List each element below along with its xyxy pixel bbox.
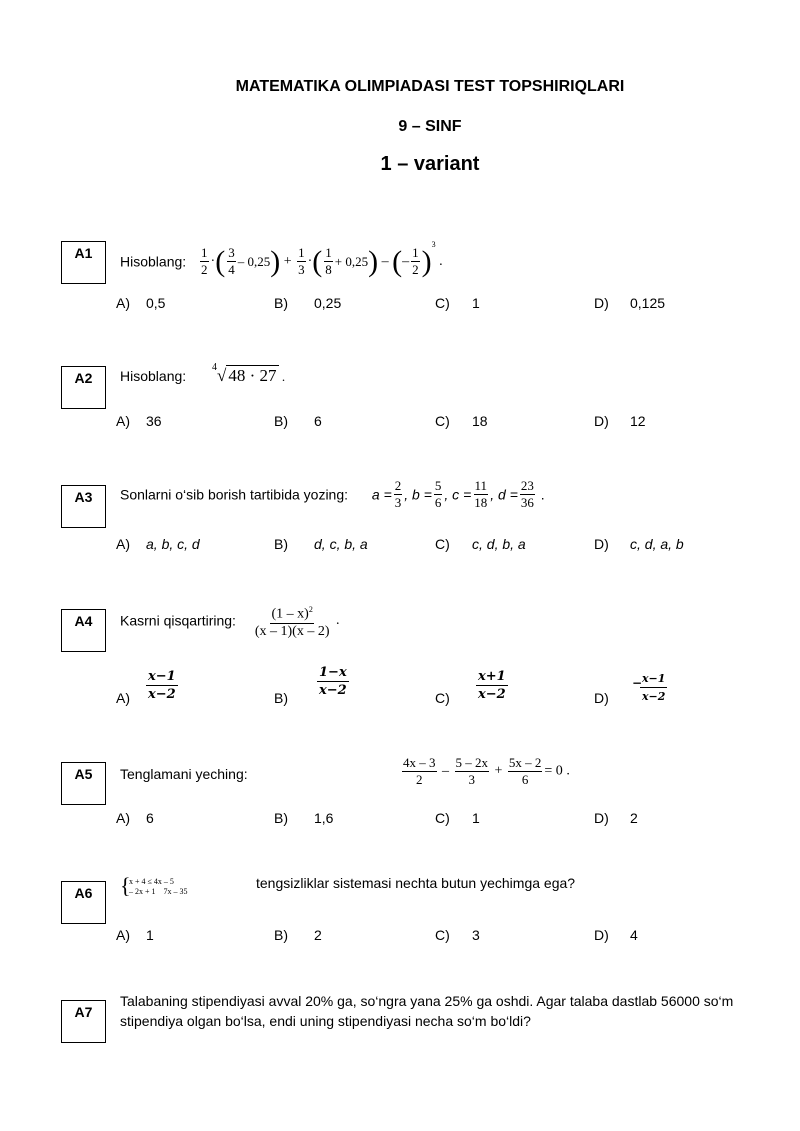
option-d: 2	[630, 810, 638, 826]
variant-label: 1 – variant	[380, 153, 480, 175]
question-a6-text: tengsizliklar sistemasi nechta butun yechimga ega?	[256, 875, 576, 891]
option-letter: A)	[116, 536, 130, 552]
rational-expression: $\frac{(1 - x)^2}{(x - 1)(x - 2)}$ .	[252, 613, 340, 628]
option-b: d, c, b, a	[314, 536, 368, 552]
option-letter: D)	[594, 690, 609, 706]
question-a5-prompt: Tenglamani yeching:	[120, 766, 248, 782]
option-d: 0,125	[630, 295, 666, 311]
option-b: 2	[314, 927, 322, 943]
question-number-box: A1	[61, 241, 106, 284]
option-letter: B)	[274, 810, 288, 826]
option-d: x−1 x−2	[642, 672, 666, 703]
option-letter: A)	[116, 810, 130, 826]
grade-label: 9 – SINF	[398, 118, 462, 135]
option-b: 1−x x−2	[319, 665, 347, 698]
question-a1-text	[120, 240, 443, 278]
option-b: 1,6	[314, 810, 334, 826]
question-prompt: Sonlarni o‘sib borish tartibida yozing:	[120, 486, 349, 503]
option-b: 0,25	[314, 295, 342, 311]
option-c: 3	[472, 927, 480, 943]
option-a: 6	[146, 810, 154, 826]
option-a: a, b, c, d	[146, 536, 200, 552]
option-a: 1	[146, 927, 154, 943]
question-a2-text	[120, 362, 286, 386]
option-letter: C)	[435, 536, 450, 552]
option-a: 36	[146, 413, 162, 429]
math-expression: $\frac{1}{2}$ ·( $\frac{3}{4}$ – 0,25) + $\frac{1}{3}$ ·( $\frac{1}{8}$ + 0,25) – (– $\frac{1}{2}$ )$^3$ .	[201, 240, 443, 278]
option-letter: A)	[116, 927, 130, 943]
question-number-box: A3	[61, 485, 106, 528]
radical-expression: 4 √ 48 · 27 .	[212, 362, 286, 385]
option-letter: A)	[116, 690, 130, 706]
option-c: 1	[472, 810, 480, 826]
option-letter: D)	[594, 413, 609, 429]
option-b: 6	[314, 413, 322, 429]
option-c: x+1 x−2	[478, 669, 506, 702]
option-letter: C)	[435, 927, 450, 943]
option-c: c, d, b, a	[472, 536, 526, 552]
option-letter: B)	[274, 927, 288, 943]
option-letter: D)	[594, 536, 609, 552]
question-a7-text: Talabaning stipendiyasi avval 20% ga, so‘ngra yana 25% ga oshdi. Agar talaba dastlab 56000 so‘m stipendiya olgan bo‘lsa, endi uning stipendiyasi necha so‘m bo‘ldi?	[120, 993, 734, 1029]
option-a: x−1 x−2	[148, 669, 176, 702]
question-prompt: Kasrni qisqartiring:	[120, 612, 236, 629]
option-c: 1	[472, 295, 480, 311]
question-prompt: Hisoblang:	[120, 368, 187, 384]
question-number-box: A4	[61, 609, 106, 652]
minus-sign: −	[632, 676, 643, 690]
question-number-box: A2	[61, 366, 106, 409]
question-number-box: A7	[61, 1000, 106, 1043]
option-letter: D)	[594, 295, 609, 311]
option-letter: A)	[116, 413, 130, 429]
option-letter: B)	[274, 536, 288, 552]
question-number-box: A5	[61, 762, 106, 805]
option-letter: D)	[594, 810, 609, 826]
option-letter: C)	[435, 295, 450, 311]
option-d: 4	[630, 927, 638, 943]
option-d: c, d, a, b	[630, 536, 684, 552]
question-number-box: A6	[61, 881, 106, 924]
option-letter: B)	[274, 690, 288, 706]
question-prompt: Hisoblang:	[120, 253, 187, 270]
option-a: 0,5	[146, 295, 166, 311]
option-letter: B)	[274, 295, 288, 311]
option-d: 12	[630, 413, 646, 429]
test-title: MATEMATIKA OLIMPIADASI TEST TOPSHIRIQLARI	[235, 78, 625, 95]
option-letter: B)	[274, 413, 288, 429]
option-letter: C)	[435, 690, 450, 706]
option-c: 18	[472, 413, 488, 429]
question-a3-text	[120, 478, 545, 511]
fraction-list: a = $\frac{2}{3}$ , b = $\frac{5}{6}$ , c = $\frac{11}{18}$ , d = $\frac{23}{36}$ .	[371, 478, 545, 510]
question-a4-text	[120, 602, 339, 640]
equation: $\frac{4x - 3}{2}$ – $\frac{5 - 2x}{3}$ + $\frac{5x - 2}{6}$ = 0 .	[403, 755, 570, 787]
option-letter: D)	[594, 927, 609, 943]
option-letter: C)	[435, 810, 450, 826]
option-letter: A)	[116, 295, 130, 311]
answer-options-a4	[0, 666, 800, 714]
option-letter: C)	[435, 413, 450, 429]
